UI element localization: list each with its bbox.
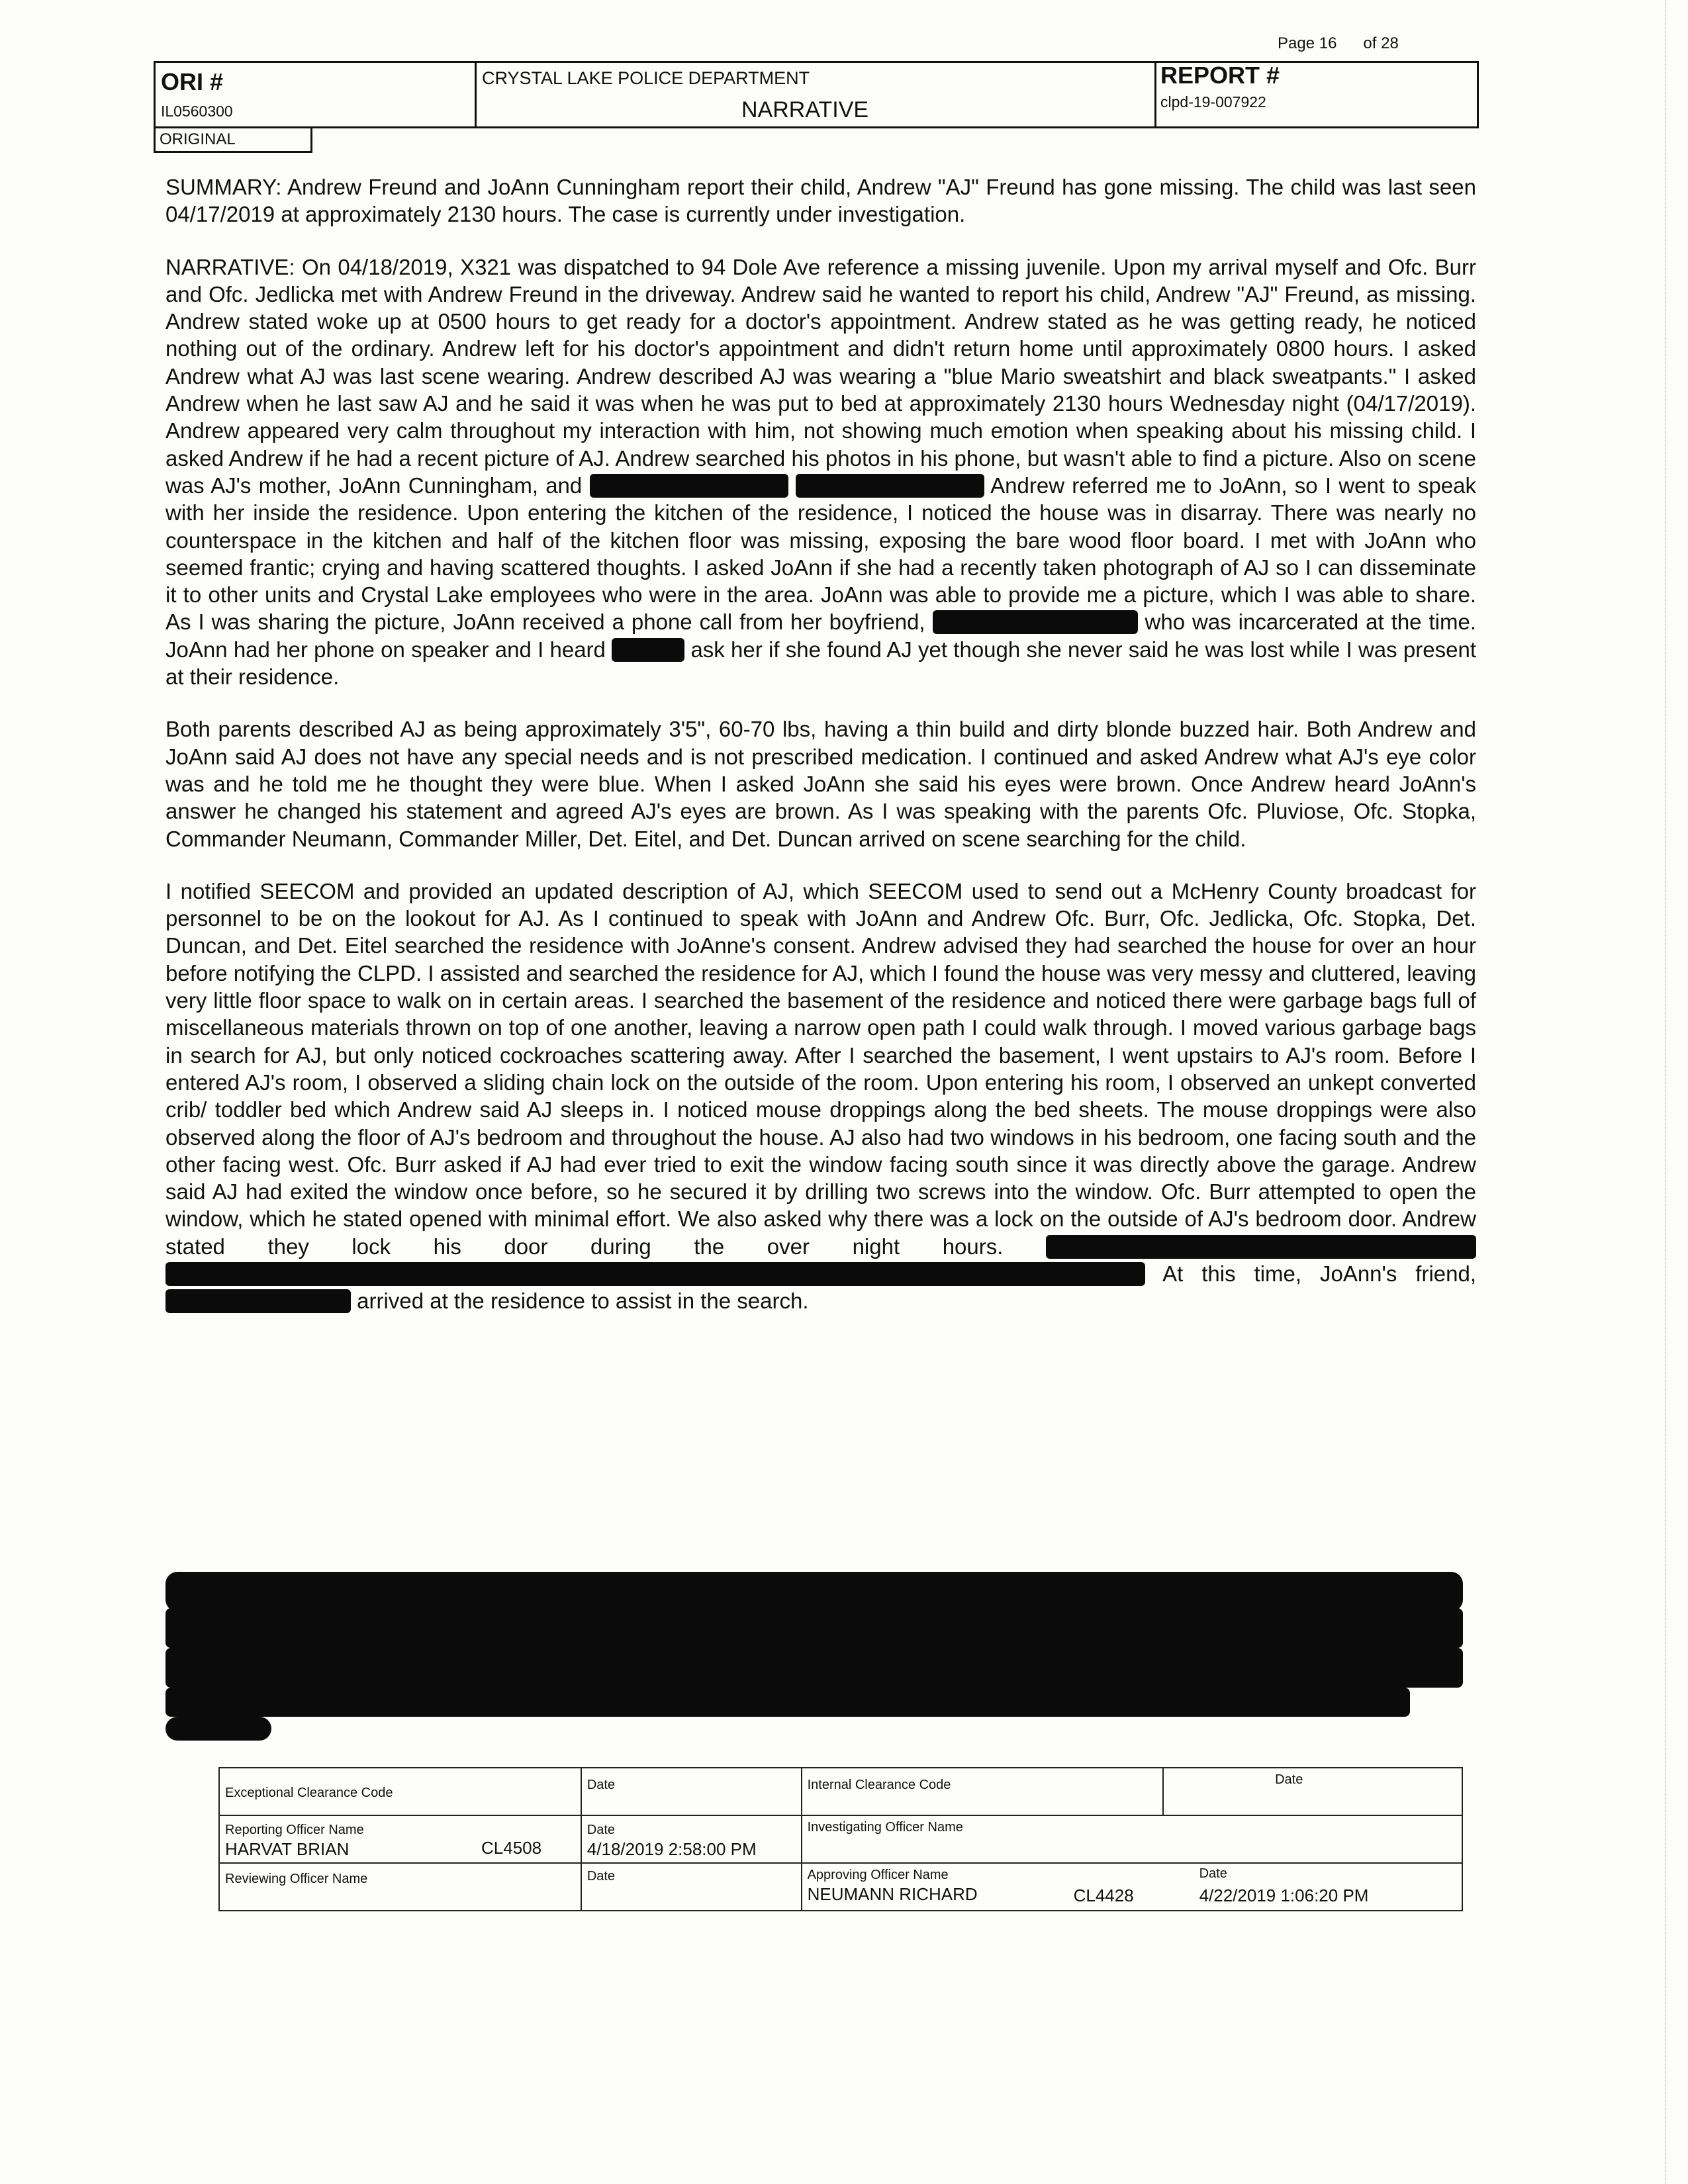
date-cell — [1163, 1768, 1462, 1815]
clearance-table — [218, 1767, 1463, 1911]
section-title: NARRATIVE — [741, 97, 869, 122]
reporting-date: 4/18/2019 2:58:00 PM — [586, 1839, 757, 1859]
narrative-paragraph-1 — [165, 253, 1476, 691]
date-label: Date — [586, 1823, 616, 1837]
narrative-text: ask her if she found AJ yet though she never said he was lost while I was present at their residence. — [165, 637, 1476, 690]
approving-date: 4/22/2019 1:06:20 PM — [1199, 1886, 1369, 1905]
approving-officer-cell — [802, 1863, 1462, 1911]
date-label: Date — [1199, 1866, 1227, 1881]
redaction-block — [165, 1648, 1463, 1688]
department-name: CRYSTAL LAKE POLICE DEPARTMENT — [482, 68, 810, 88]
ori-cell — [156, 63, 477, 126]
report-number-cell — [1156, 63, 1477, 126]
date-cell — [581, 1863, 802, 1911]
redaction-block — [165, 1717, 271, 1741]
original-tag: ORIGINAL — [154, 126, 312, 153]
reporting-date-cell — [581, 1815, 802, 1863]
approving-officer-label: Approving Officer Name — [807, 1868, 949, 1882]
ori-value: IL0560300 — [161, 103, 233, 120]
investigating-officer-cell — [802, 1815, 1462, 1863]
redaction-bar — [796, 474, 984, 498]
narrative-text: who was incarcerated at the time. JoAnn had her phone on speaker and I heard — [165, 610, 1476, 662]
reporting-officer-name: HARVAT BRIAN — [225, 1839, 350, 1859]
redaction-block — [165, 1608, 1463, 1648]
redaction-block — [165, 1572, 1463, 1612]
reporting-officer-id: CL4508 — [481, 1838, 542, 1858]
search-paragraph — [165, 878, 1476, 1315]
date-label: Date — [586, 1778, 616, 1792]
narrative-text: arrived at the residence to assist in the search. — [357, 1289, 809, 1314]
table-row — [219, 1863, 1462, 1911]
table-row — [219, 1815, 1462, 1863]
date-label: Date — [586, 1869, 616, 1884]
redaction-bar — [612, 638, 684, 662]
date-cell — [581, 1768, 802, 1815]
reporting-officer-label: Reporting Officer Name — [225, 1823, 364, 1837]
reporting-officer-cell — [219, 1815, 581, 1863]
redaction-bar — [590, 474, 788, 498]
redaction-bar — [1046, 1235, 1476, 1259]
ori-label: ORI # — [161, 68, 224, 95]
page-number: Page 16 of 28 — [1278, 34, 1399, 52]
narrative-text: I notified SEECOM and provided an updated description of AJ, which SEECOM used to send out a McHenry County broadcast for personnel to be on the lookout for AJ. As I continued to speak with JoAnn and Andrew Ofc. Burr, Ofc. Jedlicka, Ofc. Stopka, Det. Duncan, and Det. Eitel searched the residence with JoAnne's consent. Andrew advised they had searched the house for over an hour before notifying the CLPD. I assisted and searched the residence for AJ, which I found the house was very messy and cluttered, leaving very little floor space to walk on in certain areas. I searched the basement of the residence and noticed there were garbage bags full of miscellaneous materials thrown on top of one another, leaving a narrow open path I could walk through. I moved various garbage bags in search for AJ, but only noticed cockroaches scattering away. After I searched the basement, I went upstairs to AJ's room. Before I entered AJ's room, I observed a sliding chain lock on the outside of the room. Upon entering his room, I observed an unkept converted crib/ toddler bed which Andrew said AJ sleeps in. I noticed mouse droppings along the bed sheets. The mouse droppings were also observed along the floor of AJ's bedroom and throughout the house. AJ also had two windows in his bedroom, one facing south and the other facing west. Ofc. Burr asked if AJ had ever tried to exit the window facing south since it was directly above the garage. Andrew said AJ had exited the window once before, so he secured it by drilling two screws into the window. Ofc. Burr attempted to open the window, which he stated opened with minimal effort. We also asked why there was a lock on the outside of AJ's bedroom door. Andrew stated they lock his door during the over night hours. — [165, 878, 1476, 1259]
description-paragraph: Both parents described AJ as being approximately 3'5", 60-70 lbs, having a thin build and dirty blonde buzzed hair. Both Andrew and JoAnn said AJ does not have any special needs and is not prescribed medication. I continued and asked Andrew what AJ's eye color was and he told me he thought they were blue. When I asked JoAnn she said his eyes were brown. Once Andrew heard JoAnn's answer he changed his statement and agreed AJ's eyes are brown. As I was speaking with the parents Ofc. Pluviose, Ofc. Stopka, Commander Neumann, Commander Miller, Det. Eitel, and Det. Duncan arrived on scene searching for the child. — [165, 717, 1476, 851]
reviewing-officer-label: Reviewing Officer Name — [225, 1872, 368, 1886]
redaction-block — [165, 1688, 1410, 1717]
internal-clearance-label: Internal Clearance Code — [807, 1778, 951, 1792]
narrative-text: Andrew referred me to JoAnn, so I went to speak with her inside the residence. Upon entering the kitchen of the residence, I noticed the house was in disarray. There was nearly no counterspace in the kitchen and half of the kitchen floor was missing, exposing the bare wood floor board. I met with JoAnn who seemed frantic; crying and having scattered thoughts. I asked JoAnn if she had a recently taken photograph of AJ so I can disseminate it to other units and Crystal Lake employees who were in the area. JoAnn was able to provide me a picture, which I was able to share. As I was sharing the picture, JoAnn received a phone call from her boyfriend, — [165, 473, 1476, 635]
report-header — [154, 61, 1479, 128]
reviewing-officer-cell — [219, 1863, 581, 1911]
redaction-bar — [933, 610, 1138, 634]
internal-clearance-cell — [802, 1768, 1164, 1815]
date-label: Date — [1275, 1772, 1303, 1787]
approving-officer-id: CL4428 — [1073, 1886, 1134, 1905]
investigating-officer-label: Investigating Officer Name — [807, 1820, 963, 1835]
narrative-body — [165, 173, 1476, 1315]
narrative-text: At this time, JoAnn's — [1162, 1261, 1397, 1286]
summary-paragraph: SUMMARY: Andrew Freund and JoAnn Cunningham report their child, Andrew "AJ" Freund has gone missing. The child was last seen 04/17/2019 at approximately 2130 hours. The case is currently under investigation. — [165, 175, 1476, 227]
narrative-text: friend, — [1415, 1261, 1476, 1286]
department-cell — [477, 63, 1156, 126]
report-label: REPORT # — [1160, 62, 1280, 89]
approving-officer-name: NEUMANN RICHARD — [807, 1884, 978, 1904]
redaction-bar — [165, 1289, 351, 1313]
exceptional-clearance-cell — [219, 1768, 581, 1815]
narrative-text: NARRATIVE: On 04/18/2019, X321 was dispatched to 94 Dole Ave reference a missing juvenile. Upon my arrival myself and Ofc. Burr and Ofc. Jedlicka met with Andrew Freund in the driveway. Andrew said he wanted to report his child, Andrew "AJ" Freund, as missing. Andrew stated woke up at 0500 hours to get ready for a doctor's appointment. Andrew stated as he was getting ready, he noticed nothing out of the ordinary. Andrew left for his doctor's appointment and didn't return home until approximately 0800 hours. I asked Andrew what AJ was last scene wearing. Andrew described AJ was wearing a "blue Mario sweatshirt and black sweatpants." I asked Andrew when he last saw AJ and he said it was when he was put to bed at approximately 2130 hours Wednesday night (04/17/2019). Andrew appeared very calm throughout my interaction with him, not showing much emotion when speaking about his missing child. I asked Andrew if he had a recent picture of AJ. Andrew searched his photos in his phone, but wasn't able to find a picture. Also on scene was AJ's mother, JoAnn Cunningham, and — [165, 254, 1476, 498]
exceptional-clearance-label: Exceptional Clearance Code — [225, 1786, 393, 1800]
redaction-bar — [165, 1262, 1145, 1286]
report-number: clpd-19-007922 — [1160, 93, 1266, 111]
table-row — [219, 1768, 1462, 1815]
